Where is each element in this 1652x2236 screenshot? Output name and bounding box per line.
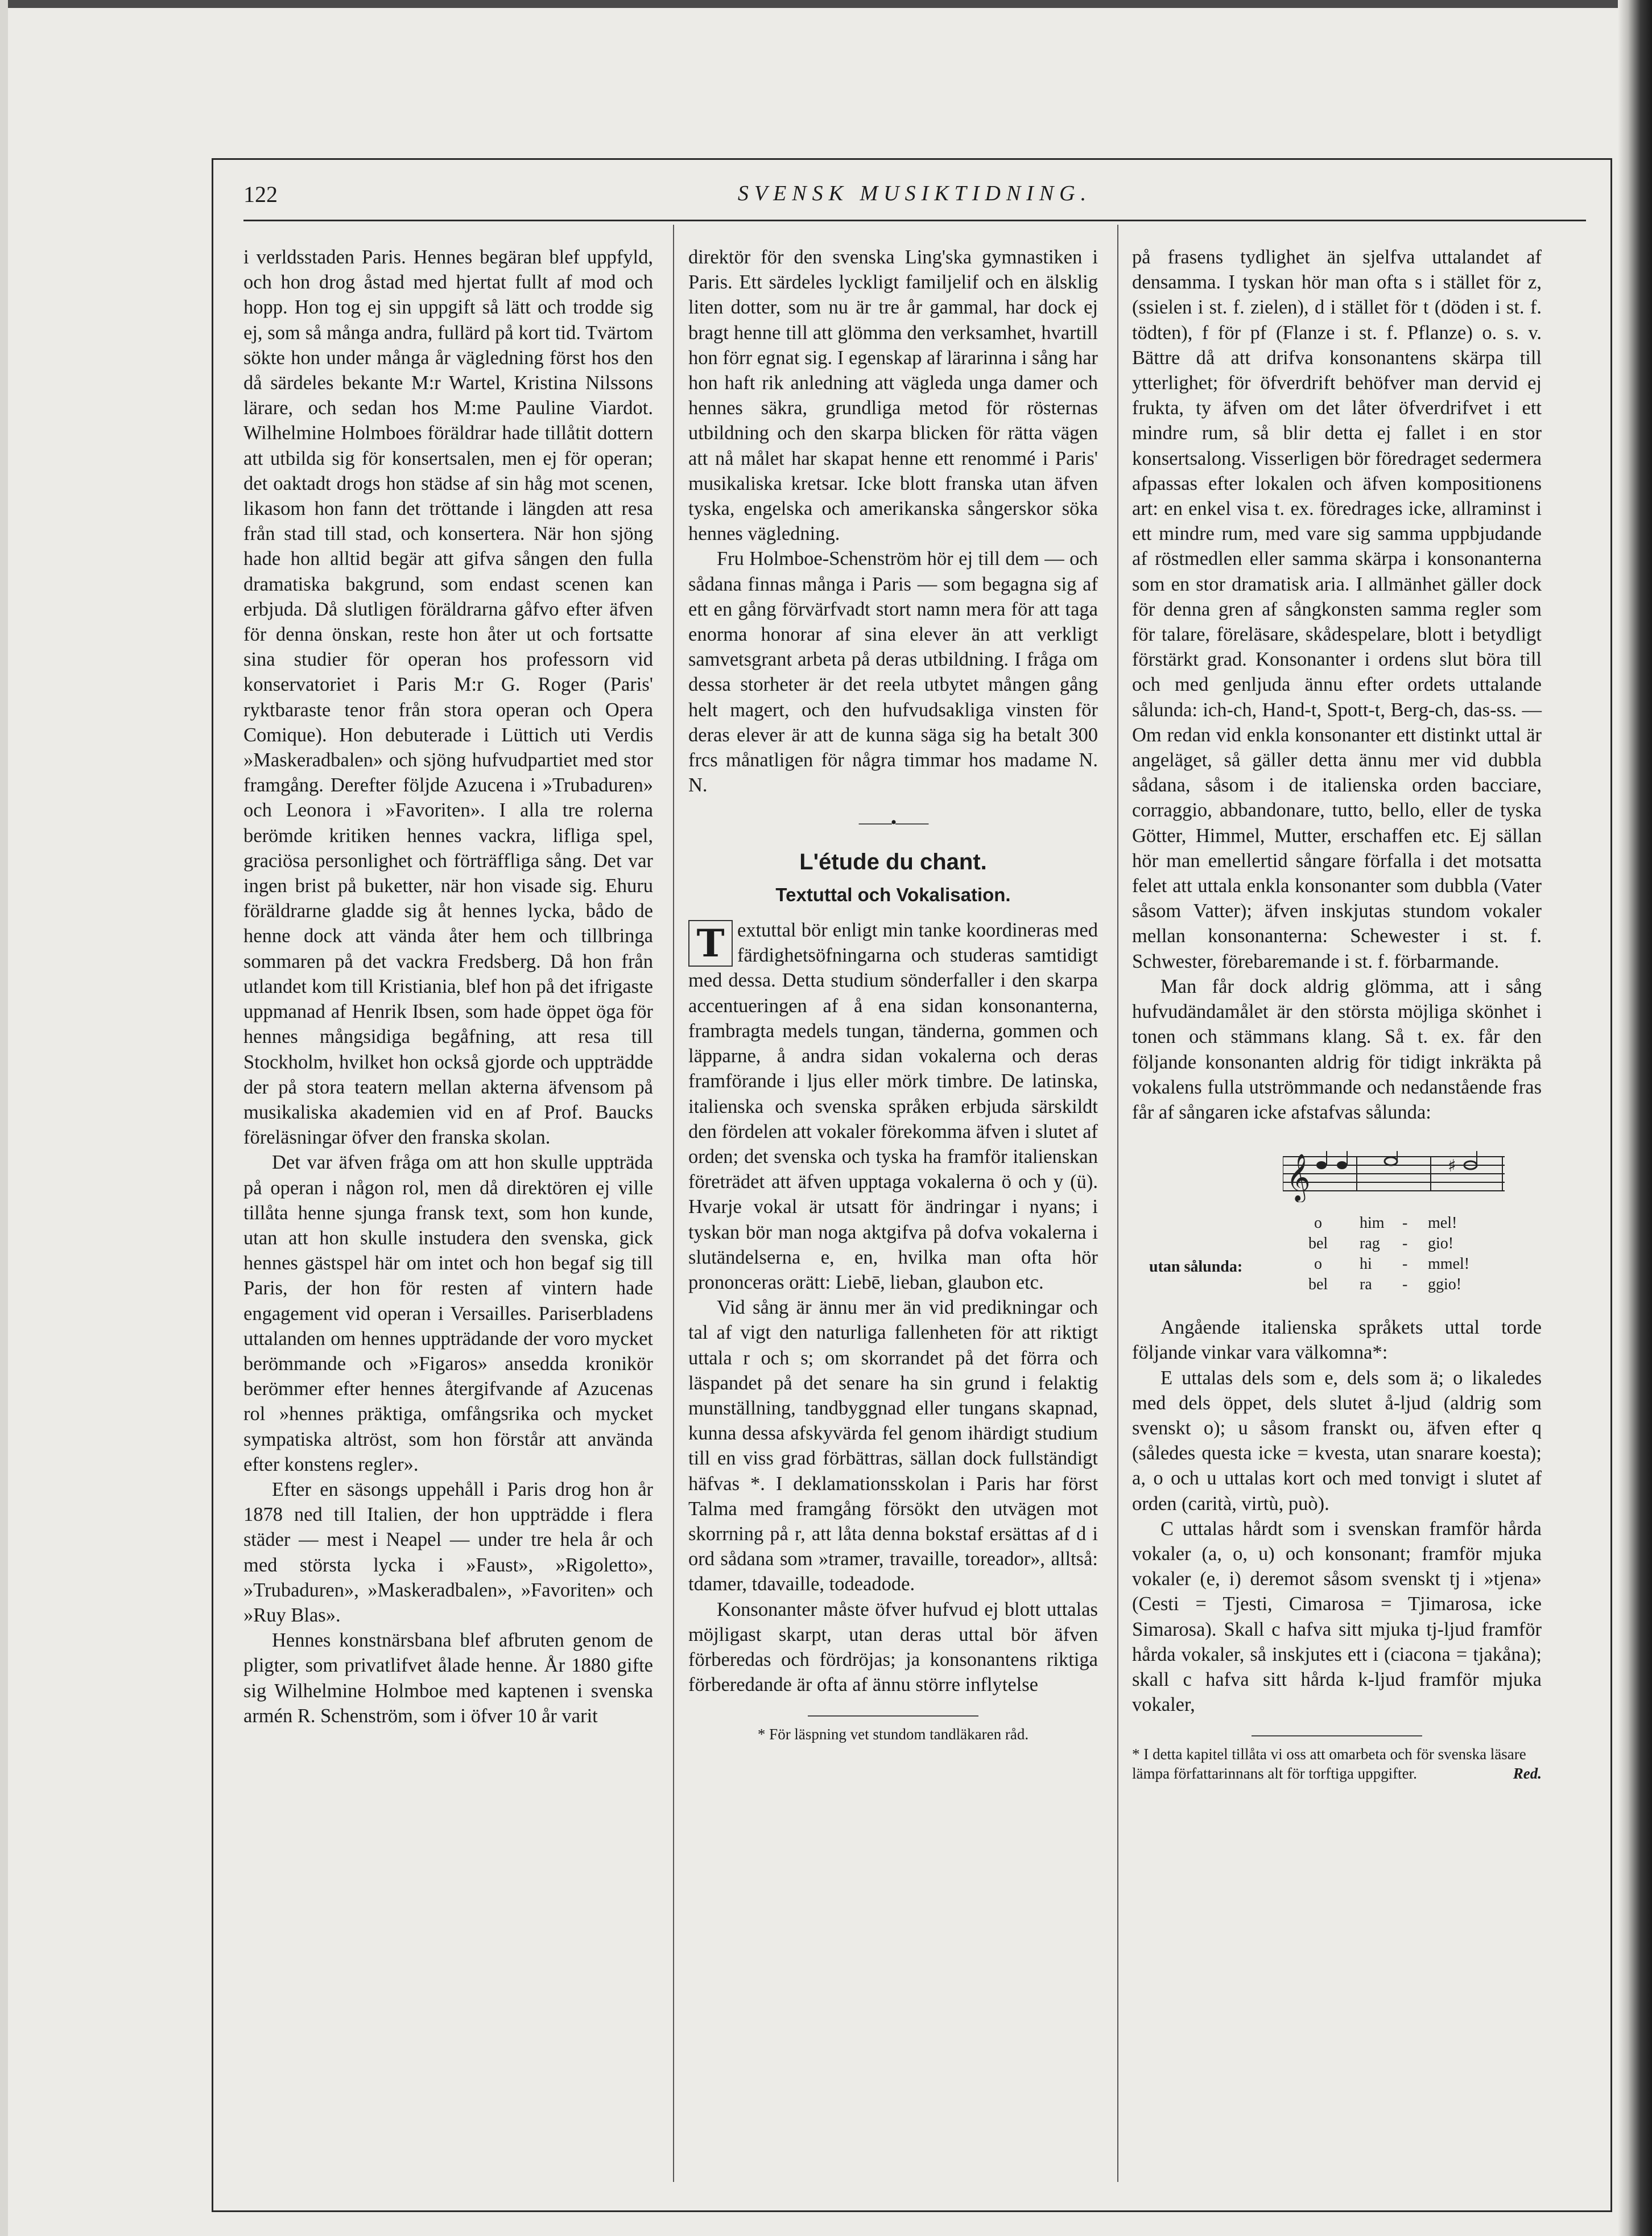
lyric: ggio! (1428, 1276, 1462, 1294)
footnote-rule (1252, 1735, 1422, 1736)
lyric: gio! (1428, 1235, 1454, 1253)
lyric: bel (1308, 1276, 1328, 1294)
paragraph: i verldsstaden Paris. Hennes begäran blef uppfyld, och hon drog åstad med hjertat fullt af mod och hopp. Hon tog ej sin uppgift så lätt och trodde sig ej, som så många andra, fullärd på kort tid. Tvärtom sökte hon under många år vägledning först hos den då särdeles bekante M:r Wartel, Kristina Nilssons lärare, och sedan hos M:me Pauline Viardot. Wilhelmine Holmboes föräldrar hade tillåtit dottern att utbilda sig för konsertsalen, men ej för operan; det oaktadt drogs hon städse af sin håg mot scenen, likasom hon fann det tröttande i längden att resa från stad till stad, och konsertera. När hon sjöng hade hon alltid begär att gifva sången den fulla dramatiska bakgrund, som endast scenen kan erbjuda. Då slutligen föräldrarna gåfvo efter äfven för denna önskan, reste hon åter ut och fortsatte sina studier för operan hos professorn vid konservatoriet i Paris M:r G. Roger (Paris' ryktbaraste tenor från stora operan och Opera Comique). Hon debuterade i Lüttich uti Verdis »Maskeradbalen» och sjöng hufvudpartiet med stor framgång. Derefter följde Azucena i »Trubaduren» och Leonora i »Favoriten». I alla tre rolerna berömde kritiken hennes vackra, lifliga spel, graciösa personlighet och förträffliga sång. Det var ingen brist på buketter, när hon visade sig. Ehuru föräldrarne gladde sig åt hennes lycka, bådo de henne dock att vända åter hem och tillbringa sommaren på det vackra Fredsberg. Då hon från utlandet kom till Kristiania, blef hon på det ifrigaste uppmanad af Henrik Ibsen, som hade öppet öga för hennes mångsidiga begåfning, att resa till Stockholm, hvilket hon också gjorde och uppträdde der på stora teatern mellan akterna äfvensom på musikaliska akademien vid en af Prof. Baucks föreläsningar öfver den franska skolan. (243, 246, 653, 1149)
note-half (1385, 1157, 1397, 1165)
header-rule (243, 220, 1586, 221)
drop-cap: T (688, 920, 733, 967)
column-divider-1 (673, 225, 674, 2182)
music-example-label: utan sålunda: (1149, 1258, 1243, 1276)
paragraph: direktör för den svenska Ling'ska gymnastiken i Paris. Ett särdeles lyckligt familjelif och en älsklig liten dotter, som nu är tre år gammal, har dock ej bragt henne till att glömma den verksamhet, hvartill hon förr egnat sig. I egenskap af lärarinna i sång har hon haft rik anledning att vägleda unga damer och hennes säkra, grundliga metod för rösternas utbildning och den skarpa blicken för rätta vägen att nå målet har skapat henne ett renommé i Paris' musikaliska kretsar. Icke blott franska utan äfven tyska, engelska och amerikanska sångerskor söka hennes vägledning. (688, 246, 1098, 545)
note-quarter (1316, 1161, 1327, 1169)
lyric: rag (1360, 1235, 1380, 1253)
sharp-icon: ♯ (1448, 1156, 1456, 1177)
lyric: mel! (1428, 1214, 1457, 1232)
article-paragraph: Vid sång är ännu mer än vid predikningar och tal af vigt den naturliga fallenheten för att riktigt uttala r och s; om skorrandet på det förra och läspandet på det senare ha sin grund i felaktig munställning, tandbyggnad eller tungans skapnad, kunna dessa afskyvärda fel genom ihärdigt studium till en viss grad förbättras, sällan dock fullständigt häfvas *. I deklamationsskolan i Paris har först Talma med framgång försökt den utvägen mot skorrning på r, att låta denna bokstaf ersättas af d i ord sådana som »tramer, travaille, toreador», alltså: tdamer, tdavaille, todeadode. (688, 1297, 1098, 1595)
scan-edge-top (0, 0, 1652, 8)
music-staff (1283, 1151, 1505, 1202)
page-header (243, 181, 1586, 221)
paragraph: Hennes konstnärsbana blef afbruten genom de pligter, som privatlifvet ålade henne. År 1880 gifte sig Wilhelmine Holmboe med kaptenen i svenska armén R. Schenström, som i öfver 10 år varit (243, 1629, 653, 1727)
paragraph: E uttalas dels som e, dels som ä; o likaledes med dels öppet, dels slutet å-ljud (aldrig som svenskt o); u såsom franskt ou, äfven efter q (således questa icke = kvesta, utan snarare koesta); a, o och u uttalas kort och med tonvigt i slutet af orden (carità, virtù, può). (1132, 1367, 1542, 1515)
paragraph: C uttalas hårdt som i svenskan framför hårda vokaler (a, o, u) och konsonant; framför mjuka vokaler (e, i) deremot såsom svenskt tj i »tjena» (Cesti = Tjesti, Cimarosa = Tjimarosa, icke Simarosa). Skall c hafva sitt mjuka tj-ljud framför hårda vokaler, så inskjutes ett i (ciacona = tjakåna); skall c hafva sitt hårda k-ljud framför mjuka vokaler, (1132, 1517, 1542, 1716)
footnote-signature: Red. (1513, 1765, 1542, 1783)
running-title: SVENSK MUSIKTIDNING. (737, 181, 1092, 205)
paragraph: Man får dock aldrig glömma, att i sång hufvudändamålet är den största möjliga skönhet i tonen och stämmans klang. Så t. ex. får den följande konsonanten aldrig för tidigt inkräkta på vokalens fulla utströmmande och nedanstående fras får af sångaren icke afstafvas sålunda: (1132, 975, 1542, 1123)
column-1 (243, 245, 653, 1728)
footnote-rule (808, 1715, 978, 1717)
lyric: ra (1360, 1276, 1372, 1294)
column-3 (1132, 245, 1542, 1783)
footnote-text: * I detta kapitel tillåta vi oss att omarbeta och för svenska läsare lämpa författarinnans alt för torftiga uppgifter. (1132, 1746, 1526, 1783)
music-example (1132, 1140, 1542, 1305)
lyric: hi (1360, 1255, 1372, 1273)
footnote (1132, 1744, 1542, 1783)
article-title: L'étude du chant. (799, 849, 987, 874)
column-2 (688, 245, 1098, 1744)
section-ornament: ——•—— (858, 813, 928, 832)
lyric: o (1314, 1214, 1322, 1232)
lyric: mmel! (1428, 1255, 1470, 1273)
paragraph: Angående italienska språkets uttal torde följande vinkar vara välkomna*: (1132, 1317, 1542, 1364)
treble-clef-icon: 𝄞 (1286, 1153, 1311, 1201)
page-number: 122 (243, 181, 278, 207)
lyric: - (1402, 1276, 1408, 1294)
paragraph: på frasens tydlighet än sjelfva uttalandet af densamma. I tyskan hör man ofta s i stället för z, (ssielen i st. f. zielen), d i stället för t (döden i st. f. tödten), f för pf (Flanze i st. f. Pflanze) o. s. v. Bättre då att drifva konsonantens skärpa till ytterlighet; för öfverdrift behöfver man dervid ej frukta, ty äfven om det låter öfverdrifvet i ett mindre rum, så blir detta ej fallet i en stor konsertsalong. Visserligen bör föredraget sedermera afpassas efter lokalen och äfven kompositionens art: en enkel visa t. ex. föredrages icke, allraminst i ett mindre rum, med vare sig samma uppbjudande af röstmedlen eller samma skärpa i konsonanterna som en stor dramatisk aria. I allmänhet gäller dock för denna gren af sångkonsten samma regler som för talare, föreläsare, skådespelare, blott i betydligt förstärkt grad. Konsonanter i ordens slut böra till och med genljuda ännu efter ordets uttalande sålunda: ich-ch, Hand-t, Spott-t, Berg-ch, das-ss. — Om redan vid enkla konsonanter ett distinkt uttal är angeläget, så gäller detta ännu mer vid dubbla sådana, såsom i de italienska orden bacciare, corraggio, abbandonare, tutto, bello, eller de tyska Götter, Himmel, Mutter, erschaffen etc. Ej sällan hör man emellertid sångare förfalla i det motsatta felet att uttala enkla konsonanter som dubbla (Vater såsom Vatter); äfven inskjutas stundom vokaler mellan konsonanterna: Schewester i st. f. Schwester, förebaremande i st. f. förbarmande. (1132, 246, 1542, 972)
paragraph: Det var äfven fråga om att hon skulle uppträda på operan i någon rol, men då direktören ej ville tillåta henne sjunga fransk text, som hon kunde, utan att hon skulle instudera den svenska, gick hennes gästspel här om intet och hon begaf sig till Paris, der hon för resten af vintern hade engagement vid operan i Versailles. Pariserbladens uttalanden om hennes uppträdande der voro mycket berömmande och »Figaros» ansedda kronikör berömmer efter hennes återgifvande af Azucenas rol »hennes präktiga, omfångsrika och mycket sympatiska altröst, som hon förstår att använda efter konstens regler». (243, 1152, 653, 1475)
paragraph: Fru Holmboe-Schenström hör ej till dem — och sådana finnas många i Paris — som begagna sig af ett en gång förvärfvadt stort namn mera för att taga enorma honorar af sina elever än att verkligt samvetsgrant arbeta på deras utbildning. I fråga om dessa storheter är det reela utbytet mången gång helt magert, och den hufvudsakliga vinsten för deras elever är att de kunna säga sig ha betalt 300 frcs månatligen för några timmar hos madame N. N. (688, 548, 1098, 797)
paragraph: Efter en säsongs uppehåll i Paris drog hon år 1878 ned till Italien, der hon uppträdde i flera städer — mest i Neapel — under tre hela år och med största lycka i »Faust», »Rigoletto», »Trubaduren», »Maskeradbalen», »Favoriten» och »Ruy Blas». (243, 1478, 653, 1626)
lyric: bel (1308, 1235, 1328, 1253)
column-divider-2 (1117, 225, 1118, 2182)
article-subtitle: Textuttal och Vokalisation. (775, 884, 1011, 905)
article-paragraph: Konsonanter måste öfver hufvud ej blott uttalas möjligast skarpt, utan deras uttal bör äfven förberedas och fördröjas; ja konsonantens riktiga förberedande är ofta af ännu större inflytelse (688, 1598, 1098, 1696)
lyric: - (1402, 1214, 1408, 1232)
scan-edge-left (0, 0, 8, 2236)
lyric: him (1360, 1214, 1385, 1232)
lyric: - (1402, 1235, 1408, 1253)
lyric: - (1402, 1255, 1408, 1273)
lyric: o (1314, 1255, 1322, 1273)
article-paragraph (688, 918, 1098, 1295)
note-quarter (1337, 1161, 1347, 1169)
footnote: * För läspning vet stundom tandläkaren råd. (757, 1726, 1029, 1743)
article-paragraph-text: extuttal bör enligt min tanke koordineras med färdighetsöfningarna och studeras samtidigt med dessa. Detta studium sönderfaller i den skarpa accentueringen af å ena sidan konsonanterna, frambragta medels tungan, tänderna, gommen och läpparne, å andra sidan vokalerna och deras framförande i ljus eller mörk timbre. De latinska, italienska och svenska språken erbjuda särskildt den fördelen att vokaler förekomma äfven i slutet af orden; det svenska och tyska ha framför italienskan företrädet att äfven upptaga vokalerna ö och y (ü). Hvarje vokal är utsatt för ändringar i nyans; i tyskan bör man noga aktgifva på dofva vokalerna i slutändelserna e, en, hvilka man ofta hör prononceras orätt: Liebē, lieban, glaubon etc. (688, 919, 1098, 1293)
scan-edge-right (1618, 0, 1652, 2236)
